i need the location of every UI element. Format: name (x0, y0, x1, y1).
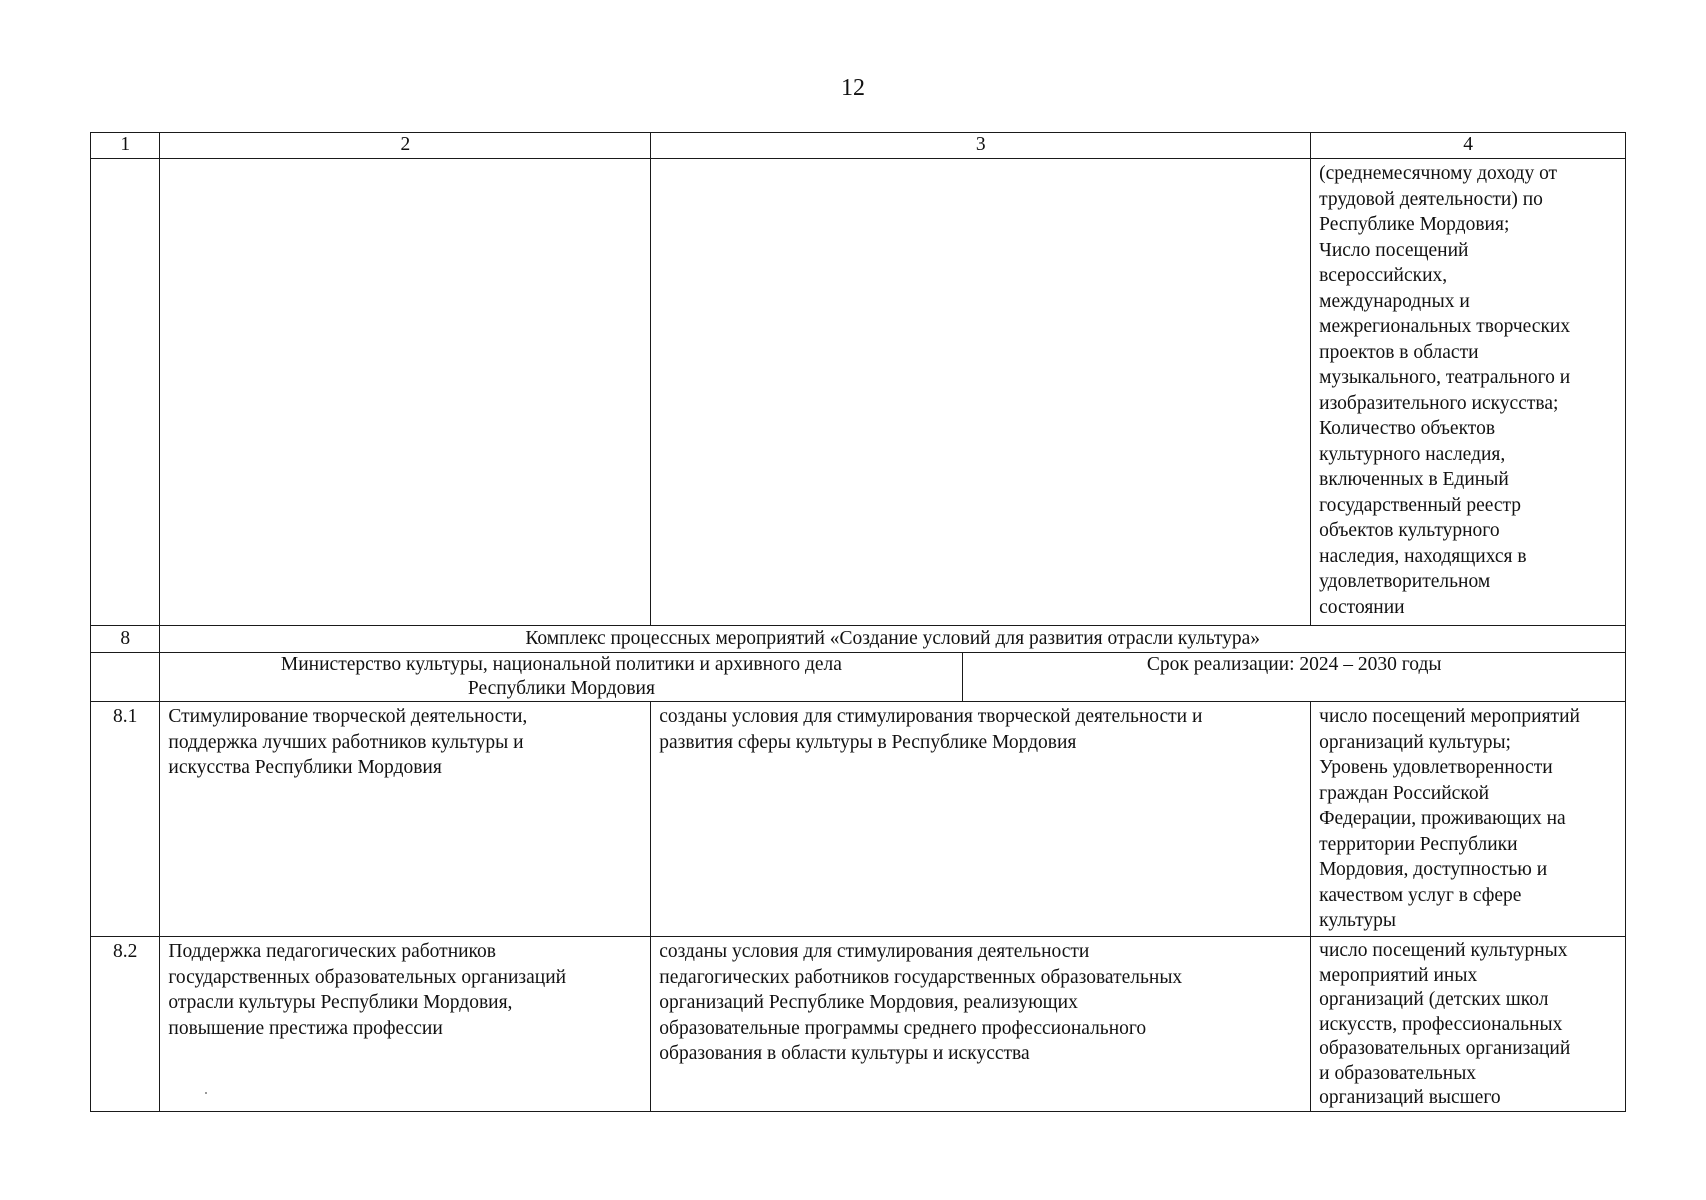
indicator-line: Республике Мордовия; (1319, 214, 1510, 235)
task-line: государственных образовательных организаций (168, 966, 567, 988)
indicator-line: культурного наследия, (1319, 443, 1506, 465)
indicator-line: Федерации, проживающих на (1319, 808, 1566, 829)
task-line: поддержка лучших работников культуры и (168, 731, 524, 753)
indicators-cell (1311, 702, 1626, 937)
indicator-line: качеством услуг в сфере (1319, 884, 1522, 906)
indicator-line: Количество объектов (1319, 418, 1496, 439)
indicator-line: число посещений мероприятий (1319, 706, 1580, 727)
continuation-task-cell (160, 159, 651, 626)
section-number: 8 (91, 626, 160, 653)
indicator-line: Мордовия, доступностью и (1319, 859, 1548, 880)
scan-speck (205, 1092, 207, 1094)
header-col-3: 3 (651, 133, 1311, 159)
section-meta-number-cell (91, 653, 160, 702)
table-header-row (91, 133, 1626, 159)
indicator-line: образовательных организаций (1319, 1038, 1571, 1059)
indicator-line: проектов в области (1319, 341, 1479, 363)
indicator-line: территории Республики (1319, 833, 1518, 855)
indicator-line: Число посещений (1319, 239, 1469, 261)
indicator-line: и образовательных (1319, 1062, 1477, 1084)
indicator-line: организаций высшего (1319, 1087, 1501, 1108)
indicator-line: число посещений культурных (1319, 940, 1568, 961)
header-col-1: 1 (91, 133, 160, 159)
section-title: Комплекс процессных мероприятий «Создание условий для развития отрасли культура» (160, 626, 1626, 653)
task-line: повышение престижа профессии (168, 1017, 443, 1039)
effect-cell (651, 702, 1311, 937)
task-line: искусства Республики Мордовия (168, 757, 442, 778)
table-row (91, 937, 1626, 1112)
indicator-line: (среднемесячному доходу от (1319, 163, 1558, 184)
effect-line: развития сферы культуры в Республике Мордовия (659, 731, 1077, 753)
header-col-2: 2 (160, 133, 651, 159)
row-number: 8.2 (91, 937, 160, 1112)
indicator-line: всероссийских, (1319, 265, 1448, 286)
task-line: Поддержка педагогических работников (168, 941, 497, 962)
effect-cell (651, 937, 1311, 1112)
header-col-4: 4 (1311, 133, 1626, 159)
indicator-line: культуры (1319, 910, 1396, 931)
indicator-line: организаций культуры; (1319, 731, 1511, 753)
section-meta-row (91, 653, 1626, 702)
indicator-line: организаций (детских школ (1319, 989, 1549, 1010)
indicator-line: объектов культурного (1319, 520, 1500, 541)
indicator-line: состоянии (1319, 596, 1405, 618)
indicator-line: мероприятий иных (1319, 964, 1478, 986)
indicator-line: граждан Российской (1319, 782, 1490, 804)
continuation-effect-cell (651, 159, 1311, 626)
effect-line: созданы условия для стимулирования творческой деятельности и (659, 706, 1203, 727)
task-cell (160, 702, 651, 937)
table-row (91, 702, 1626, 937)
responsible-ministry (160, 653, 963, 701)
effect-line: педагогических работников государственных образовательных (659, 966, 1183, 988)
implementation-deadline: Срок реализации: 2024 – 2030 годы (963, 653, 1625, 701)
document-table (90, 132, 1626, 1112)
indicators-cell (1311, 937, 1626, 1112)
section-meta-inner (160, 653, 1625, 701)
indicator-line: наследия, находящихся в (1319, 545, 1527, 567)
indicator-line: межрегиональных творческих (1319, 316, 1571, 337)
row-number: 8.1 (91, 702, 160, 937)
effect-line: образовательные программы среднего профессионального (659, 1017, 1147, 1039)
ministry-line: Министерство культуры, национальной политики и архивного дела (280, 654, 842, 675)
indicator-line: государственный реестр (1319, 494, 1522, 516)
effect-line: созданы условия для стимулирования деятельности (659, 941, 1090, 962)
page-number: 12 (841, 75, 865, 101)
indicator-line: трудовой деятельности) по (1319, 188, 1543, 210)
ministry-line: Республики Мордовия (467, 678, 655, 699)
continuation-indicators-cell (1311, 159, 1626, 626)
indicator-line: международных и (1319, 290, 1470, 312)
effect-line: организаций Республике Мордовия, реализующих (659, 992, 1078, 1013)
effect-line: образования в области культуры и искусства (659, 1043, 1030, 1064)
task-line: Стимулирование творческой деятельности, (168, 706, 528, 727)
indicator-line: удовлетворительном (1319, 571, 1491, 592)
continuation-number-cell (91, 159, 160, 626)
indicator-line: искусств, профессиональных (1319, 1013, 1563, 1035)
section-meta-cell (160, 653, 1626, 702)
task-cell (160, 937, 651, 1112)
indicator-line: включенных в Единый (1319, 469, 1509, 490)
indicator-line: музыкального, театрального и (1319, 367, 1571, 388)
task-line: отрасли культуры Республики Мордовия, (168, 992, 513, 1013)
indicator-line: изобразительного искусства; (1319, 392, 1559, 414)
table-row-continuation (91, 159, 1626, 626)
indicator-line: Уровень удовлетворенности (1319, 757, 1553, 778)
section-title-row (91, 626, 1626, 653)
